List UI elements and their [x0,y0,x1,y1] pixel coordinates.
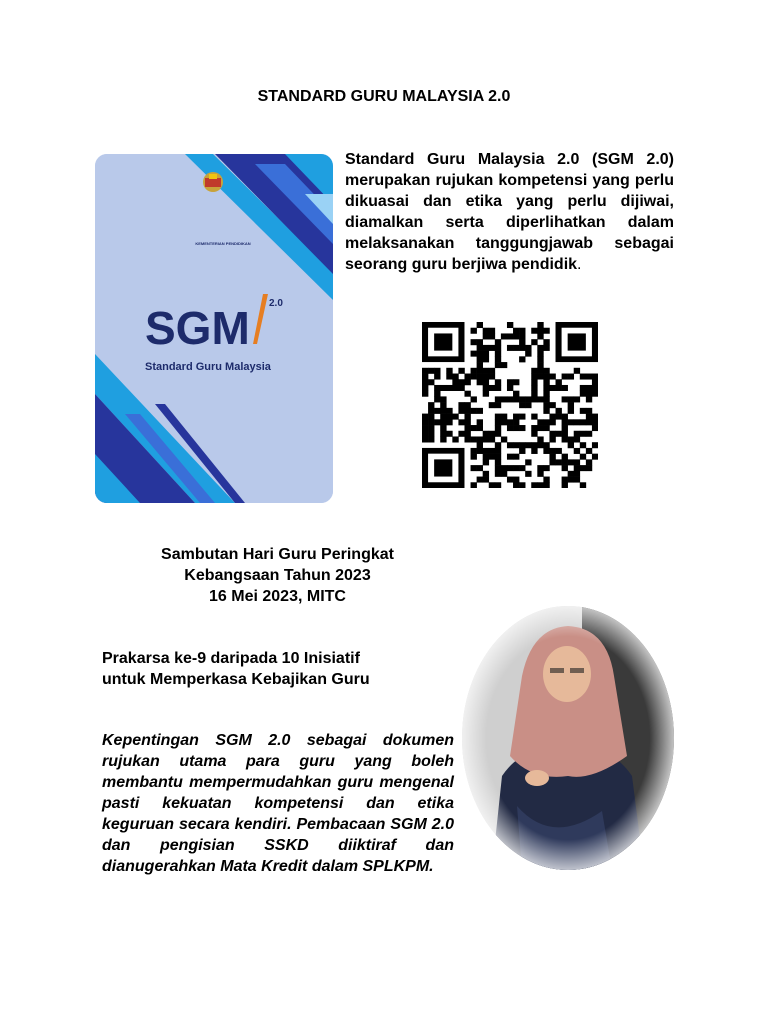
intro-paragraph [345,149,674,275]
cover-logo: SGM [145,302,250,354]
intro-end-mark: . [577,256,582,273]
prakarsa-line-2: untuk Memperkasa Kebajikan Guru [102,671,370,688]
importance-paragraph: Kepentingan SGM 2.0 sebagai dokumen rujukan utama para guru yang boleh membantu mempermudahkan guru mengenal pasti kekuatan kompetensi dan etika keguruan secara kendiri. Pembacaan SGM 2.0 dan pengisian SSKD diiktiraf dan dianugerahkan Mata Kredit dalam SPLKPM. [102,732,454,875]
teacher-photo [462,606,674,870]
qr-code-icon[interactable] [422,322,598,488]
event-line-1: Sambutan Hari Guru Peringkat [161,546,394,563]
page-title: STANDARD GURU MALAYSIA 2.0 [257,88,511,105]
crest-icon [203,172,223,192]
event-line-3: 16 Mei 2023, MITC [209,588,346,605]
event-info [110,544,445,607]
sgm-cover-image [95,154,333,503]
event-line-2: Kebangsaan Tahun 2023 [184,567,371,584]
cover-version: 2.0 [269,298,283,309]
prakarsa-line-1: Prakarsa ke-9 daripada 10 Inisiatif [102,650,360,667]
cover-subtitle: Standard Guru Malaysia [145,361,271,373]
prakarsa-text [102,648,442,690]
intro-text: Standard Guru Malaysia 2.0 (SGM 2.0) merupakan rujukan kompetensi yang perlu dikuasai dan etika yang perlu dijiwai, diamalkan serta diperlihatkan dalam melaksanakan tanggungjawab sebagai seorang guru berjiwa pendidik [345,151,674,273]
cover-org-name: KEMENTERIAN PENDIDIKAN [195,241,251,246]
cover-graphic [95,154,333,503]
